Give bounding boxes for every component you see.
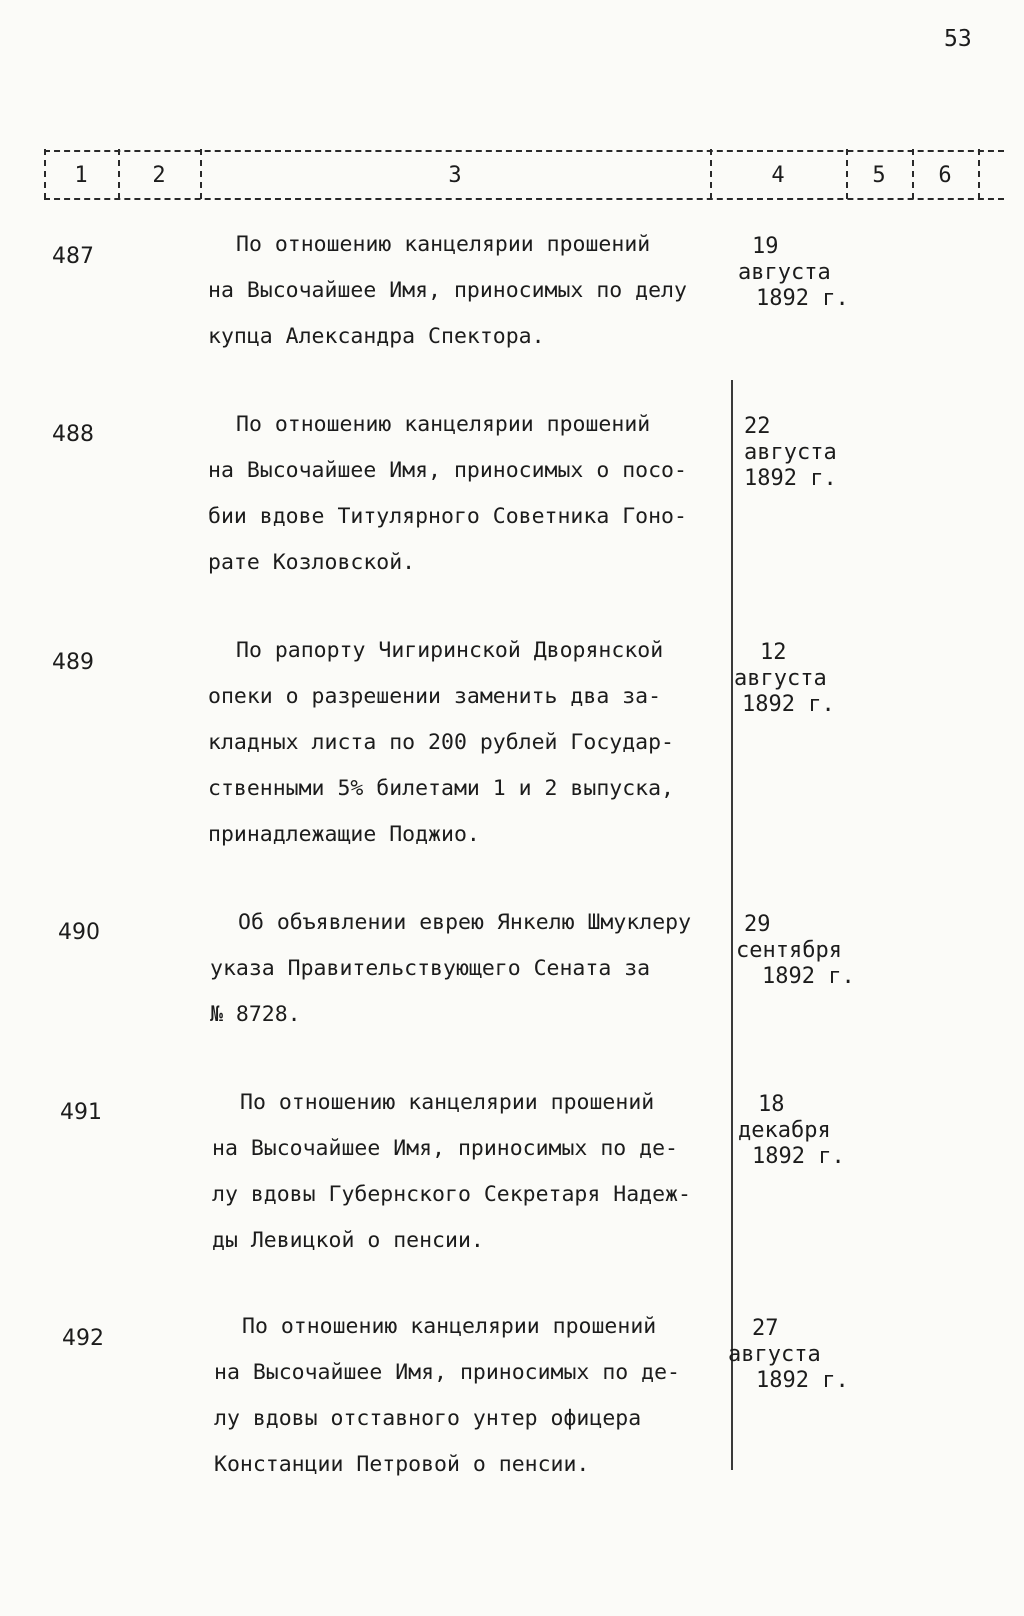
date-year: 1892 г. [756,1368,849,1393]
date-year: 1892 г. [756,286,849,311]
date-day: 29 [744,912,771,937]
entry-line: рате Козловской. [208,550,416,575]
entry-line: ственными 5% билетами 1 и 2 выпуска, [208,776,674,801]
header-col-2: 2 [152,162,166,188]
entry-number: 492 [62,1326,104,1351]
entry-line: на Высочайшее Имя, приносимых по де- [214,1360,680,1385]
entry-line: на Высочайшее Имя, приносимых по де- [212,1136,678,1161]
entry-number: 489 [52,650,94,675]
table-header [44,150,1004,200]
entry-line: По отношению канцелярии прошений [236,412,651,437]
entry-line: Об объявлении еврею Янкелю Шмуклеру [238,910,692,935]
date-year: 1892 г. [744,466,837,491]
header-col-4: 4 [771,162,785,188]
entry-line: бии вдове Титулярного Советника Гоно- [208,504,687,529]
entry-date [734,640,874,718]
entry-line: По отношению канцелярии прошений [240,1090,655,1115]
entry-line: По отношению канцелярии прошений [242,1314,657,1339]
date-year: 1892 г. [742,692,835,717]
entry-line: на Высочайшее Имя, приносимых по делу [208,278,687,303]
date-month: сентября [736,938,842,963]
entry-line: По рапорту Чигиринской Дворянской [236,638,664,663]
entry-line: Констанции Петровой о пенсии. [214,1452,590,1477]
entry-date [744,414,884,492]
entry-text [212,1080,737,1264]
date-day: 27 [752,1316,779,1341]
date-month: августа [734,666,827,691]
header-separator [978,149,980,199]
date-day: 19 [752,234,779,259]
entry-date [738,1092,878,1170]
entry-line: на Высочайшее Имя, приносимых о посо- [208,458,687,483]
date-day: 12 [760,640,787,665]
header-col-5: 5 [872,162,886,188]
header-col-1: 1 [74,162,88,188]
entry-number: 490 [58,920,100,945]
entry-text [208,222,733,360]
entry-line: опеки о разрешении заменить два за- [208,684,662,709]
entry-line: лу вдовы Губернского Секретаря Надеж- [212,1182,691,1207]
entry-line: По отношению канцелярии прошений [236,232,651,257]
entry-number: 487 [52,244,94,269]
entry-line: кладных листа по 200 рублей Государ- [208,730,674,755]
header-col-3: 3 [448,162,462,188]
header-col-6: 6 [938,162,952,188]
entry-line: купца Александра Спектора. [208,324,545,349]
entry-number: 488 [52,422,94,447]
entry-line: ды Левицкой о пенсии. [212,1228,484,1253]
entry-text [214,1304,739,1488]
page-number: 53 [944,26,972,52]
entry-line: лу вдовы отставного унтер офицера [214,1406,642,1431]
entry-number: 491 [60,1100,102,1125]
entry-date [728,1316,868,1394]
entry-line: № 8728. [210,1002,301,1027]
entry-date [738,234,878,312]
date-day: 22 [744,414,771,439]
entry-text [208,402,733,586]
date-month: декабря [738,1118,831,1143]
date-day: 18 [758,1092,785,1117]
date-month: августа [738,260,831,285]
date-year: 1892 г. [762,964,855,989]
entry-date [736,912,876,990]
entry-line: принадлежащие Поджио. [208,822,480,847]
entry-text [210,900,750,1038]
entry-line: указа Правительствующего Сената за [210,956,651,981]
date-month: августа [744,440,837,465]
entry-text [208,628,733,858]
date-month: августа [728,1342,821,1367]
date-year: 1892 г. [752,1144,845,1169]
